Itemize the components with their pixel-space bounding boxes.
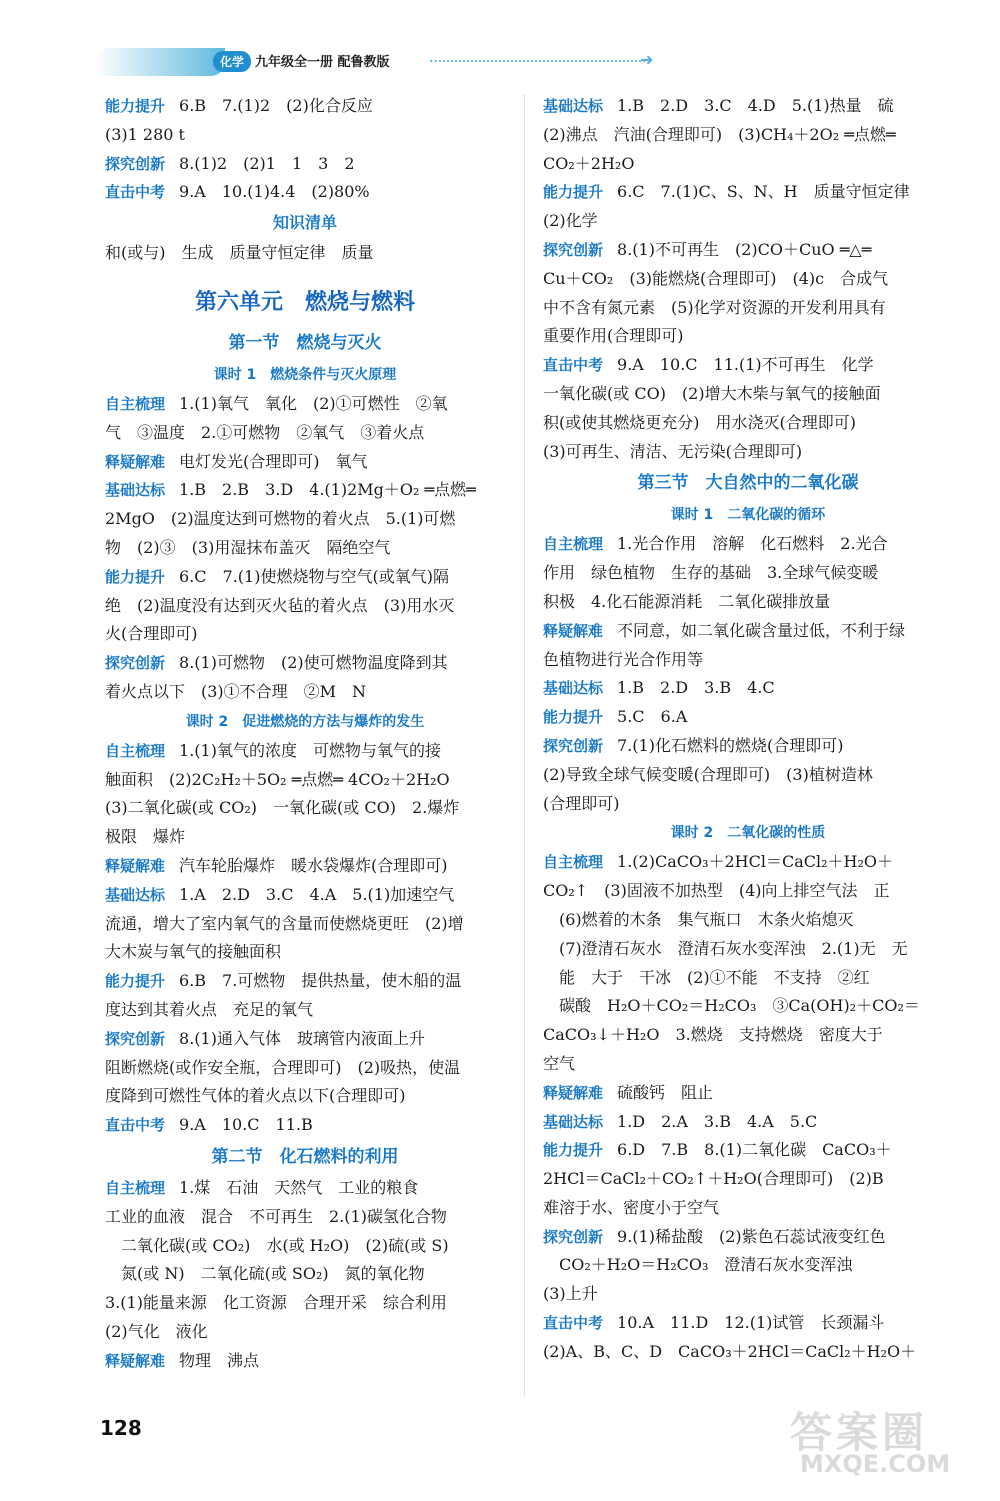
answer-line	[105, 881, 505, 910]
answer-line	[543, 992, 953, 1021]
book-title: 九年级全一册 配鲁教版	[255, 55, 390, 70]
answer-text: 度达到其着火点 充足的氧气	[105, 999, 314, 1019]
answer-text: (2)化学	[543, 211, 598, 231]
answer-text: CaCO₃↓＋H₂O 3.燃烧 支持燃烧 密度大于	[543, 1025, 883, 1045]
answer-line	[543, 351, 953, 380]
answer-line	[105, 92, 505, 121]
answer-category-label: 探究创新	[543, 1227, 604, 1246]
answer-text: 不同意，如二氧化碳含量过低，不利于绿	[617, 620, 906, 640]
answer-line	[543, 906, 953, 935]
answer-line	[543, 1108, 953, 1137]
answer-line	[543, 438, 953, 467]
answer-text: 积(或使其燃烧更充分) 用水浇灭(合理即可)	[543, 412, 856, 432]
answer-category-label: 基础达标	[543, 679, 604, 698]
answer-category-label: 基础达标	[105, 481, 166, 500]
answer-text: 8.(1)通入气体 玻璃管内液面上升	[179, 1028, 425, 1048]
answer-text: 氮(或 N) 二氧化硫(或 SO₂) 氮的氧化物	[105, 1264, 425, 1284]
answer-category-label: 释疑解难	[543, 1083, 604, 1102]
answer-line	[105, 505, 505, 534]
answer-line	[543, 121, 953, 150]
page-number: 128	[100, 1416, 142, 1440]
answer-category-label: 能力提升	[543, 708, 604, 727]
answer-text: 物 (2)③ (3)用湿抹布盖灭 隔绝空气	[105, 537, 391, 557]
header-swoosh-decoration	[95, 48, 225, 76]
answer-line	[543, 1194, 953, 1223]
answer-text: (2)导致全球气候变暖(合理即可) (3)植树造林	[543, 764, 873, 784]
answer-line	[543, 935, 953, 964]
answer-line	[105, 1174, 505, 1203]
answer-category-label: 探究创新	[105, 154, 166, 173]
answer-text: 6.C 7.(1)使燃烧物与空气(或氧气)隔	[179, 566, 449, 586]
answer-text: CO₂↑ (3)固液不加热型 (4)向上排空气法 正	[543, 881, 890, 901]
answer-text: 工业的血液 混合 不可再生 2.(1)碳氢化合物	[105, 1206, 447, 1226]
answer-line	[105, 448, 505, 477]
answer-category-label: 能力提升	[543, 183, 604, 202]
watermark-url: MXQE.COM	[800, 1450, 951, 1478]
answer-text: 流通，增大了室内氧气的含量而使燃烧更旺 (2)增	[105, 913, 464, 933]
answer-line	[105, 1203, 505, 1232]
answer-line	[543, 703, 953, 732]
answer-line	[105, 996, 505, 1025]
answer-line	[105, 563, 505, 592]
answer-category-label: 能力提升	[105, 972, 166, 991]
answer-line	[543, 1079, 953, 1108]
answer-text: (3)可再生、清洁、无污染(合理即可)	[543, 441, 803, 461]
section-heading: 第六单元 燃烧与燃料	[194, 289, 415, 315]
left-column	[105, 92, 505, 1375]
answer-text: 碳酸 H₂O＋CO₂＝H₂CO₃ ③Ca(OH)₂＋CO₂＝	[543, 996, 920, 1016]
answer-category-label: 直击中考	[543, 356, 604, 375]
answer-line	[105, 534, 505, 563]
answer-line	[543, 1280, 953, 1309]
answer-line	[543, 1165, 953, 1194]
answer-text: 火(合理即可)	[105, 624, 198, 644]
answer-line	[543, 294, 953, 323]
answer-category-label: 自主梳理	[105, 394, 166, 413]
subject-badge: 化学	[213, 51, 251, 72]
answer-line	[105, 592, 505, 621]
answer-text: (3)上升	[543, 1284, 598, 1304]
answer-text: 2MgO (2)温度达到可燃物的着火点 5.(1)可燃	[105, 509, 456, 529]
answer-line	[105, 794, 505, 823]
answer-text: 汽车轮胎爆炸 暖水袋爆炸(合理即可)	[179, 855, 448, 875]
answer-text: 1.B 2.B 3.D 4.(1)2Mg＋O₂ ═点燃═	[179, 480, 476, 500]
answer-text: 9.A 10.(1)4.4 (2)80%	[179, 182, 370, 202]
answer-category-label: 探究创新	[543, 736, 604, 755]
answer-text: 硫酸钙 阻止	[617, 1082, 714, 1102]
answer-category-label: 自主梳理	[105, 741, 166, 760]
right-column	[543, 92, 953, 1367]
answer-line	[105, 1111, 505, 1140]
answer-text: 度降到可燃性气体的着火点以下(合理即可)	[105, 1086, 406, 1106]
answer-text: 1.(1)氧气的浓度 可燃物与氧气的接	[179, 740, 441, 760]
answer-line	[105, 150, 505, 179]
answer-line	[543, 236, 953, 265]
answer-text: 电灯发光(合理即可) 氧气	[179, 451, 368, 471]
answer-line	[543, 92, 953, 121]
answer-text: 1.(1)氧气 氧化 (2)①可燃性 ②氧	[179, 393, 448, 413]
page-number-box	[96, 1410, 146, 1446]
section-heading: 课时 2 二氧化碳的性质	[670, 825, 826, 842]
answer-text: 9.A 10.C 11.B	[179, 1115, 313, 1135]
answer-line	[543, 964, 953, 993]
answer-text: 1.D 2.A 3.B 4.A 5.C	[617, 1111, 818, 1131]
answer-text: 9.A 10.C 11.(1)不可再生 化学	[617, 355, 874, 375]
answer-line	[543, 1338, 953, 1367]
answer-line	[105, 823, 505, 852]
answer-line	[105, 178, 505, 207]
answer-category-label: 探究创新	[543, 240, 604, 259]
answer-category-label: 探究创新	[105, 1029, 166, 1048]
answer-text: 空气	[543, 1053, 576, 1073]
watermark	[790, 1400, 960, 1480]
answer-line	[543, 1251, 953, 1280]
answer-line	[105, 620, 505, 649]
answer-text: 6.D 7.B 8.(1)二氧化碳 CaCO₃＋	[617, 1140, 892, 1160]
answer-text: 9.(1)稀盐酸 (2)紫色石蕊试液变红色	[617, 1226, 886, 1246]
section-heading: 知识清单	[272, 213, 337, 233]
answer-line	[105, 1232, 505, 1261]
answer-text: 大木炭与氧气的接触面积	[105, 942, 282, 962]
watermark-logo-text: 答案圈	[790, 1408, 929, 1457]
answer-line	[105, 239, 505, 268]
answer-category-label: 释疑解难	[105, 856, 166, 875]
answer-line	[543, 732, 953, 761]
section-heading: 第一节 燃烧与灭火	[228, 332, 382, 353]
answer-text: 阻断燃烧(或作安全瓶，合理即可) (2)吸热，使温	[105, 1057, 461, 1077]
answer-text: 3.(1)能量来源 化工资源 合理开采 综合利用	[105, 1293, 447, 1313]
answer-category-label: 释疑解难	[543, 621, 604, 640]
answer-category-label: 探究创新	[105, 654, 166, 673]
answer-line	[105, 678, 505, 707]
answer-category-label: 能力提升	[105, 567, 166, 586]
answer-text: 作用 绿色植物 生存的基础 3.全球气候变暖	[543, 563, 879, 583]
answer-text: 气 ③温度 2.①可燃物 ②氧气 ③着火点	[105, 422, 425, 442]
answer-line	[105, 766, 505, 795]
answer-text: 二氧化碳(或 CO₂) 水(或 H₂O) (2)硫(或 S)	[105, 1235, 449, 1255]
section-heading: 第三节 大自然中的二氧化碳	[637, 473, 859, 494]
answer-line	[543, 761, 953, 790]
answer-category-label: 基础达标	[543, 97, 604, 115]
answer-line	[543, 322, 953, 351]
answer-line	[543, 1309, 953, 1338]
arrow-icon: ➜	[640, 50, 654, 69]
answer-text: 绝 (2)温度没有达到灭火毡的着火点 (3)用水灭	[105, 595, 455, 615]
answer-text: 重要作用(合理即可)	[543, 326, 684, 346]
answer-text: (2)沸点 汽油(合理即可) (3)CH₄＋2O₂ ═点燃═	[543, 124, 896, 144]
answer-line	[105, 390, 505, 419]
answer-line	[105, 649, 505, 678]
answer-line	[105, 1082, 505, 1111]
header-dotted-line	[430, 60, 645, 62]
answer-text: 触面积 (2)2C₂H₂＋5O₂ ═点燃═ 4CO₂＋2H₂O	[105, 769, 450, 789]
answer-text: 2HCl＝CaCl₂＋CO₂↑＋H₂O(合理即可) (2)B	[543, 1169, 884, 1189]
answer-line	[543, 848, 953, 877]
answer-line	[105, 967, 505, 996]
answer-line	[543, 530, 953, 559]
answer-text: 1.B 2.D 3.C 4.D 5.(1)热量 硫	[617, 96, 894, 115]
answer-line	[105, 737, 505, 766]
answer-text: 着火点以下 (3)①不合理 ②M N	[105, 681, 367, 701]
column-divider	[524, 95, 525, 1395]
answer-line	[543, 1136, 953, 1165]
answer-category-label: 释疑解难	[105, 452, 166, 471]
answer-text: 6.C 7.(1)C、S、N、H 质量守恒定律	[617, 182, 910, 202]
answer-text: 5.C 6.A	[617, 707, 688, 727]
answer-text: (合理即可)	[543, 793, 620, 813]
answer-text: 6.B 7.可燃物 提供热量，使木船的温	[179, 971, 462, 991]
answer-line	[105, 1289, 505, 1318]
answer-category-label: 直击中考	[543, 1314, 604, 1333]
answer-category-label: 自主梳理	[105, 1178, 166, 1197]
answer-line	[105, 852, 505, 881]
answer-line	[543, 1050, 953, 1079]
answer-line	[543, 674, 953, 703]
answer-line	[543, 1223, 953, 1252]
page-header	[95, 42, 665, 82]
answer-category-label: 能力提升	[105, 97, 166, 115]
answer-text: 和(或与) 生成 质量守恒定律 质量	[105, 243, 374, 263]
answer-text: (2)气化 液化	[105, 1321, 208, 1341]
answer-text: 极限 爆炸	[105, 827, 186, 847]
answer-text: 一氧化碳(或 CO) (2)增大木柴与氧气的接触面	[543, 383, 881, 403]
answer-category-label: 能力提升	[543, 1141, 604, 1160]
answer-line	[543, 877, 953, 906]
answer-line	[105, 1318, 505, 1347]
answer-line	[543, 207, 953, 236]
answer-text: 6.B 7.(1)2 (2)化合反应	[179, 96, 373, 115]
answer-line	[105, 910, 505, 939]
answer-text: 8.(1)不可再生 (2)CO＋CuO ═△═	[617, 239, 872, 259]
answer-category-label: 自主梳理	[543, 535, 604, 554]
answer-category-label: 自主梳理	[543, 853, 604, 872]
answer-category-label: 基础达标	[105, 885, 166, 904]
answer-text: 积极 4.化石能源消耗 二氧化碳排放量	[543, 591, 831, 611]
answer-text: (6)燃着的木条 集气瓶口 木条火焰熄灭	[543, 909, 854, 929]
answer-text: (2)A、B、C、D CaCO₃＋2HCl＝CaCl₂＋H₂O＋	[543, 1341, 917, 1361]
answer-line	[105, 476, 505, 505]
answer-category-label: 释疑解难	[105, 1351, 166, 1370]
answer-text: (3)二氧化碳(或 CO₂) 一氧化碳(或 CO) 2.爆炸	[105, 798, 460, 818]
answer-category-label: 直击中考	[105, 1116, 166, 1135]
answer-line	[543, 380, 953, 409]
answer-text: 难溶于水、密度小于空气	[543, 1197, 720, 1217]
section-heading: 课时 1 二氧化碳的循环	[670, 507, 826, 524]
answer-text: 10.A 11.D 12.(1)试管 长颈漏斗	[617, 1313, 885, 1333]
answer-text: 物理 沸点	[179, 1350, 260, 1370]
answer-category-label: 直击中考	[105, 183, 166, 202]
answer-text: 8.(1)可燃物 (2)使可燃物温度降到其	[179, 653, 448, 673]
section-heading: 课时 2 促进燃烧的方法与爆炸的发生	[185, 713, 425, 730]
answer-text: (3)1 280 t	[105, 124, 185, 144]
answer-text: Cu＋CO₂ (3)能燃烧(合理即可) (4)c 合成气	[543, 268, 889, 288]
answer-text: 1.A 2.D 3.C 4.A 5.(1)加速空气	[179, 884, 455, 904]
answer-line	[105, 1025, 505, 1054]
answer-text: (7)澄清石灰水 澄清石灰水变浑浊 2.(1)无 无	[543, 938, 908, 958]
answer-line	[543, 617, 953, 646]
answer-text: 1.光合作用 溶解 化石燃料 2.光合	[617, 534, 888, 554]
answer-line	[543, 559, 953, 588]
section-heading: 课时 1 燃烧条件与灭火原理	[213, 366, 397, 383]
answer-text: 1.(2)CaCO₃＋2HCl＝CaCl₂＋H₂O＋	[617, 852, 894, 872]
answer-line	[105, 938, 505, 967]
answer-text: 能 大于 干冰 (2)①不能 不支持 ②红	[543, 967, 870, 987]
answer-line	[543, 178, 953, 207]
answer-category-label: 基础达标	[543, 1112, 604, 1131]
answer-line	[105, 1347, 505, 1376]
answer-text: 7.(1)化石燃料的燃烧(合理即可)	[617, 735, 844, 755]
answer-line	[543, 1021, 953, 1050]
answer-line	[543, 646, 953, 675]
answer-text: 1.B 2.D 3.B 4.C	[617, 678, 775, 698]
answer-text: CO₂＋2H₂O	[543, 153, 635, 173]
answer-line	[543, 588, 953, 617]
answer-line	[105, 419, 505, 448]
answer-line	[105, 121, 505, 150]
section-heading: 第二节 化石燃料的利用	[211, 1146, 399, 1167]
answer-line	[543, 150, 953, 179]
answer-text: 8.(1)2 (2)1 1 3 2	[179, 153, 355, 173]
answer-line	[105, 1054, 505, 1083]
answer-text: 色植物进行光合作用等	[543, 649, 704, 669]
answer-line	[543, 790, 953, 819]
answer-line	[105, 1260, 505, 1289]
answer-text: 中不含有氮元素 (5)化学对资源的开发利用具有	[543, 297, 886, 317]
answer-line	[543, 409, 953, 438]
answer-line	[543, 265, 953, 294]
answer-text: CO₂＋H₂O＝H₂CO₃ 澄清石灰水变浑浊	[543, 1255, 853, 1275]
answer-text: 1.煤 石油 天然气 工业的粮食	[179, 1177, 419, 1197]
